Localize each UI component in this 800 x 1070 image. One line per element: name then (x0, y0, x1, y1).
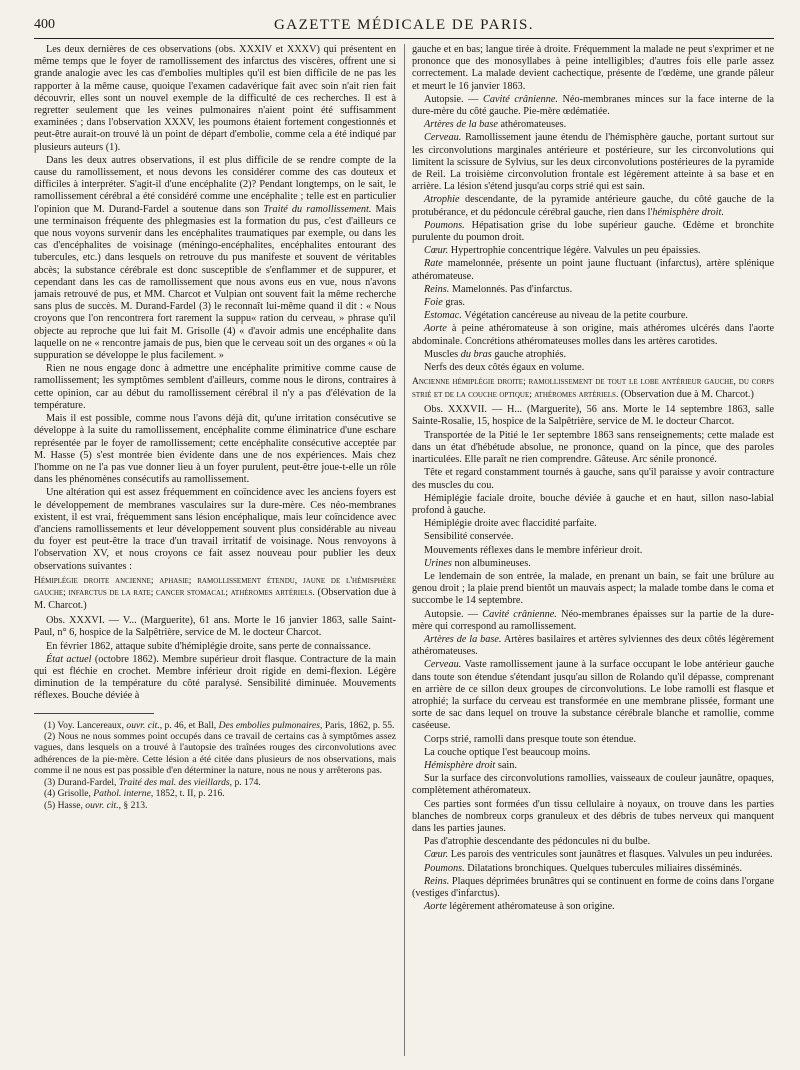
paragraph: Foie gras. (424, 297, 465, 309)
paragraph: En février 1862, attaque subite d'hémiplégie droite, sans perte de connaissance. (46, 640, 371, 652)
paragraph: Artères de la base. Artères basilaires et artères sylviennes des deux côtés légèrement athéromateuses. (412, 633, 774, 658)
paragraph: Rate mamelonnée, présente un point jaune fluctuant (infarctus), artère splénique athéromateuse. (412, 258, 774, 282)
paragraph: Ces parties sont formées d'un tissu cellulaire à noyaux, on trouve dans les parties blanches de nombreux corps granuleux et des débris de tubes nerveux qui manquent dans les parties jaunes. (412, 798, 774, 834)
paragraph: Hémiplégie faciale droite, bouche déviée à gauche et en haut, sillon naso-labial profond à gauche. (412, 492, 774, 516)
page-header (34, 16, 774, 39)
paragraph: Hémisphère droit sain. (424, 759, 517, 771)
paragraph: Urines non albumineuses. (424, 557, 531, 569)
footnote: (5) Hasse, ouvr. cit., § 213. (44, 799, 148, 811)
case-heading: Hémiplégie droite ancienne; aphasie; ramollissement étendu, jaune de l'hémisphère gauche; infarctus de la rate; cancer stomacal; athéromes artériels. (Observation due à M. Charcot.) (34, 575, 396, 611)
paragraph: Dans les deux autres observations, il est plus difficile de se rendre compte de la cause du ramollissement, et nous devons les considérer comme des cas douteux et difficiles à interpréter. S'agit-il d'une encéphalite (2)? Pendant longtemps, on le sait, le ramollissement cérébral a été considéré comme une encéphalite ; telle est en particulier l'opinion que M. Durand-Fardel a soutenue dans son Traité du ramollissement. Mais une terminaison fréquente des phlegmasies est la formation du pus, c'est d'ailleurs ce que nous voyons survenir dans les encéphalites traumatiques par exemple, ou dans les cas d'encéphalites de voisinage (méningo-encéphalites, encéphalites entourant des tubercules, etc.) dans lesquels on retrouve du pus manifeste et souvent de véritables abcès; la substance cérébrale est donc susceptible de s'enflammer et de suppurer, et cependant dans les cas de ramollissement que nous avons eus en vue, nous n'avons jamais retrouvé de pus, et MM. Charcot et Vulpian ont souvent fait la même recherche sans plus de succès. M. Durand-Fardel (3) le reconnaît lui-même quand il dit : « Nous croyons que l'on rencontrera fort rarement la suppu« ration du cerveau, » phrase qu'il objecte au reproche que lui fait M. Grisolle (4) « d'avoir admis une encéphalite dans laquelle on ne « rencontre jamais de pus, bien que le cerveau soit un des organes « où la suppuration se développe le plus facilement. » (34, 154, 396, 362)
paragraph: Pas d'atrophie descendante des pédoncules ni du bulbe. (424, 836, 651, 848)
paragraph: Obs. XXXVII. — H... (Marguerite), 56 ans. Morte le 14 septembre 1863, salle Sainte-Rosalie, 15, hospice de la Salpêtrière, service de M. le docteur Charcot. (412, 404, 774, 428)
paragraph: Une altération qui est assez fréquemment en coïncidence avec les anciens foyers est le développement de membranes vasculaires sur la dure-mère. Ces néo-membranes existent, il est vrai, fréquemment sans lésion encéphalique, mais leur coïncidence avec d'anciens ramollissements et leur développement souvent plus considérable au niveau du foyer est peut-être la trace d'un travail irritatif de voisinage. Nous renvoyons à l'observation XV, et nous croyons ce fait assez nouveau pour publier les deux observations suivantes : (34, 487, 396, 572)
paragraph: Reins. Mamelonnés. Pas d'infarctus. (424, 283, 573, 295)
paragraph: Sensibilité conservée. (424, 531, 514, 543)
left-column (34, 44, 396, 1062)
paragraph: Les deux dernières de ces observations (obs. XXXIV et XXXV) qui présentent en même temps que le foyer de ramollissement des infarctus des viscères, offrent une si grande analogie avec les cas d'embolies multiples qu'il est bien difficile de ne pas les rapporter à la même cause, quoique l'examen cadavérique fait avec soin n'ait rien fait découvrir, elles sont un nouvel exemple de la difficulté de ces recherches. Il est à regretter seulement que les veines pulmonaires n'aient point été suffisamment examinées ; dans l'observation XXXV, les poumons étaient fortement congestionnés et peut-être aurait-on trouvé là un point de départ d'embolie, comme cela a été indiqué par plusieurs auteurs (1). (34, 44, 396, 153)
paragraph: Atrophie descendante, de la pyramide antérieure gauche, du côté gauche de la protubérance, et du pédoncule cérébral gauche, rien dans l'hémisphère droit. (412, 194, 774, 218)
footnote: (1) Voy. Lancereaux, ouvr. cit., p. 46, et Ball, Des embolies pulmonaires, Paris, 1862, p. 55. (44, 719, 395, 731)
paragraph: Poumons. Dilatations bronchiques. Quelques tubercules miliaires disséminés. (424, 862, 742, 874)
paragraph: Aorte légèrement athéromateuse à son origine. (424, 901, 615, 913)
paragraph: Nerfs des deux côtés égaux en volume. (424, 362, 585, 374)
paragraph: Mouvements réflexes dans le membre inférieur droit. (424, 544, 643, 556)
paragraph: Transportée de la Pitié le 1er septembre 1863 sans renseignements; cette malade est dans un état d'hébétude absolue, ne prononce, quand on la pince, que des paroles inarticulées. Elle paraît ne rien comprendre. Gâteuse. Arc sénile prononcé. (412, 429, 774, 466)
paragraph: Artères de la base athéromateuses. (424, 119, 567, 131)
paragraph: Sur la surface des circonvolutions ramollies, vaisseaux de couleur jaunâtre, opaques, complètement athéromateux. (412, 773, 774, 797)
paragraph: La couche optique l'est beaucoup moins. (424, 746, 591, 758)
page-number: 400 (34, 17, 55, 32)
footnote: (4) Grisolle, Pathol. interne, 1852, t. II, p. 216. (44, 788, 225, 800)
paragraph: Hémiplégie droite avec flaccidité parfaite. (424, 518, 597, 530)
paragraph: Autopsie. — Cavité crânienne. Néo-membranes minces sur la face interne de la dure-mère du côté gauche. Pie-mère œdématiée. (412, 93, 774, 118)
paragraph: Mais il est possible, comme nous l'avons déjà dit, qu'une irritation consécutive se développe à la suite du ramollissement, encéphalite comme éliminatrice d'une eschare représentée par le foyer de ramollissement; cette encéphalite consécutive acceptée par M. Hasse (5) s'est montrée bien évidente dans une de nos expériences. Mais chez l'homme on ne l'a pas vue donner lieu à un foyer purulent, peut-être joue-t-elle un rôle dans les phénomènes consécutifs au ramollissement. (34, 413, 396, 486)
footnotes (34, 720, 396, 811)
paragraph: Reins. Plaques déprimées brunâtres qui se continuent en forme de coins dans l'organe (vestiges d'infarctus). (412, 875, 774, 899)
column-divider (404, 44, 405, 1056)
right-column (412, 44, 774, 1062)
paragraph: Autopsie. — Cavité crânienne. Néo-membranes épaisses sur la partie de la dure-mère qui correspond au ramollissement. (412, 608, 774, 632)
paragraph: Obs. XXXVI. — V... (Marguerite), 61 ans. Morte le 16 janvier 1863, salle Saint-Paul, n° 6, hospice de la Salpêtrière, service de M. le docteur Charcot. (34, 615, 396, 639)
paragraph: Aorte à peine athéromateuse à son origine, mais athéromes ulcérés dans l'aorte abdominale. Concrétions athéromateuses molles dans les artères carotides. (412, 323, 774, 347)
footnote-rule (34, 713, 154, 714)
paragraph: gauche et en bas; langue tirée à droite. Fréquemment la malade ne peut s'exprimer et ne prononce que des monosyllabes à peine intelligibles; d'autres fois elle parle assez correctement. La malade devient cachectique, présente de l'œdème, une grande pâleur et meurt le 16 janvier 1863. (412, 44, 774, 92)
paragraph: Cerveau. Ramollissement jaune étendu de l'hémisphère gauche, portant surtout sur les circonvolutions marginales antérieure et postérieure, sur les circonvolutions qui limitent la scissure de Sylvius, sur les deux circonvolutions postérieures de la pyramide de Reil. La troisième circonvolution frontale est légèrement atteinte à sa base et en arrière. La lésion s'étend jusqu'au corps strié qui est sain. (412, 132, 774, 193)
paragraph: Cœur. Les parois des ventricules sont jaunâtres et flasques. Valvules un peu indurées. (424, 849, 773, 861)
paragraph: Corps strié, ramolli dans presque toute son étendue. (424, 733, 637, 745)
case-heading: Ancienne hémiplégie droite; ramollissement de tout le lobe antérieur gauche, du corps strié et de la couche optique; athéromes artériels. (Observation due à M. Charcot.) (412, 377, 774, 400)
paragraph: Rien ne nous engage donc à admettre une encéphalite primitive comme cause de ramollissement; les symptômes semblent d'ailleurs, comme nous le dirons, contraires à cette opinion, car au début du ramollissement cérébral il n'y a pas d'élévation de la température. (34, 363, 396, 411)
paragraph: Tête et regard constamment tournés à gauche, sans qu'il paraisse y avoir contracture des muscles du cou. (412, 467, 774, 491)
paragraph: Cerveau. Vaste ramollissement jaune à la surface occupant le lobe antérieur gauche dans toute son étendue s'étendant jusqu'au sillon de Rolando qu'il dépasse, comprenant en arrière de ce sillon deux groupes de circonvolutions. Le lobe ramolli est flasque et atrophié; la surface du cerveau est transformée en une membrane plissée, formant une sorte de sac dans lequel on trouve la substance cérébrale blanche et ramollie, comme caséeuse. (412, 659, 774, 732)
paragraph: Le lendemain de son entrée, la malade, en prenant un bain, se fait une brûlure au genou droit ; la plaie prend bientôt un mauvais aspect; la malade tombe dans le coma et succombe le 14 septembre. (412, 570, 774, 607)
footnote: (3) Durand-Fardel, Traité des mal. des vieillards, p. 174. (44, 776, 261, 788)
footnote: (2) Nous ne nous sommes point occupés dans ce travail de certains cas à symptômes assez vagues, dans lesquels on a trouvé à l'autopsie des traînées rouges des circonvolutions avec adhérences de la pie-mère. Cette lésion a été citée dans plusieurs de nos observations, mais comme il ne nous est pas possible d'en déterminer la nature, nous ne nous y arrêterons pas. (34, 731, 396, 777)
paragraph: Estomac. Végétation cancéreuse au niveau de la petite courbure. (424, 310, 688, 322)
paragraph: État actuel (octobre 1862). Membre supérieur droit flasque. Contracture de la main qui est fléchie en crochet. Membre inférieur droit rigide en demi-flexion. Légère diminution de la température du côté paralysé. Sensibilité diminuée. Mouvements réflexes. Bouche déviée à (34, 653, 396, 702)
paragraph: Muscles du bras gauche atrophiés. (424, 348, 567, 360)
paragraph: Cœur. Hypertrophie concentrique légère. Valvules un peu épaissies. (424, 245, 701, 257)
paragraph: Poumons. Hépatisation grise du lobe supérieur gauche. Œdème et bronchite purulente du poumon droit. (412, 219, 774, 244)
journal-title: GAZETTE MÉDICALE DE PARIS. (273, 17, 535, 33)
